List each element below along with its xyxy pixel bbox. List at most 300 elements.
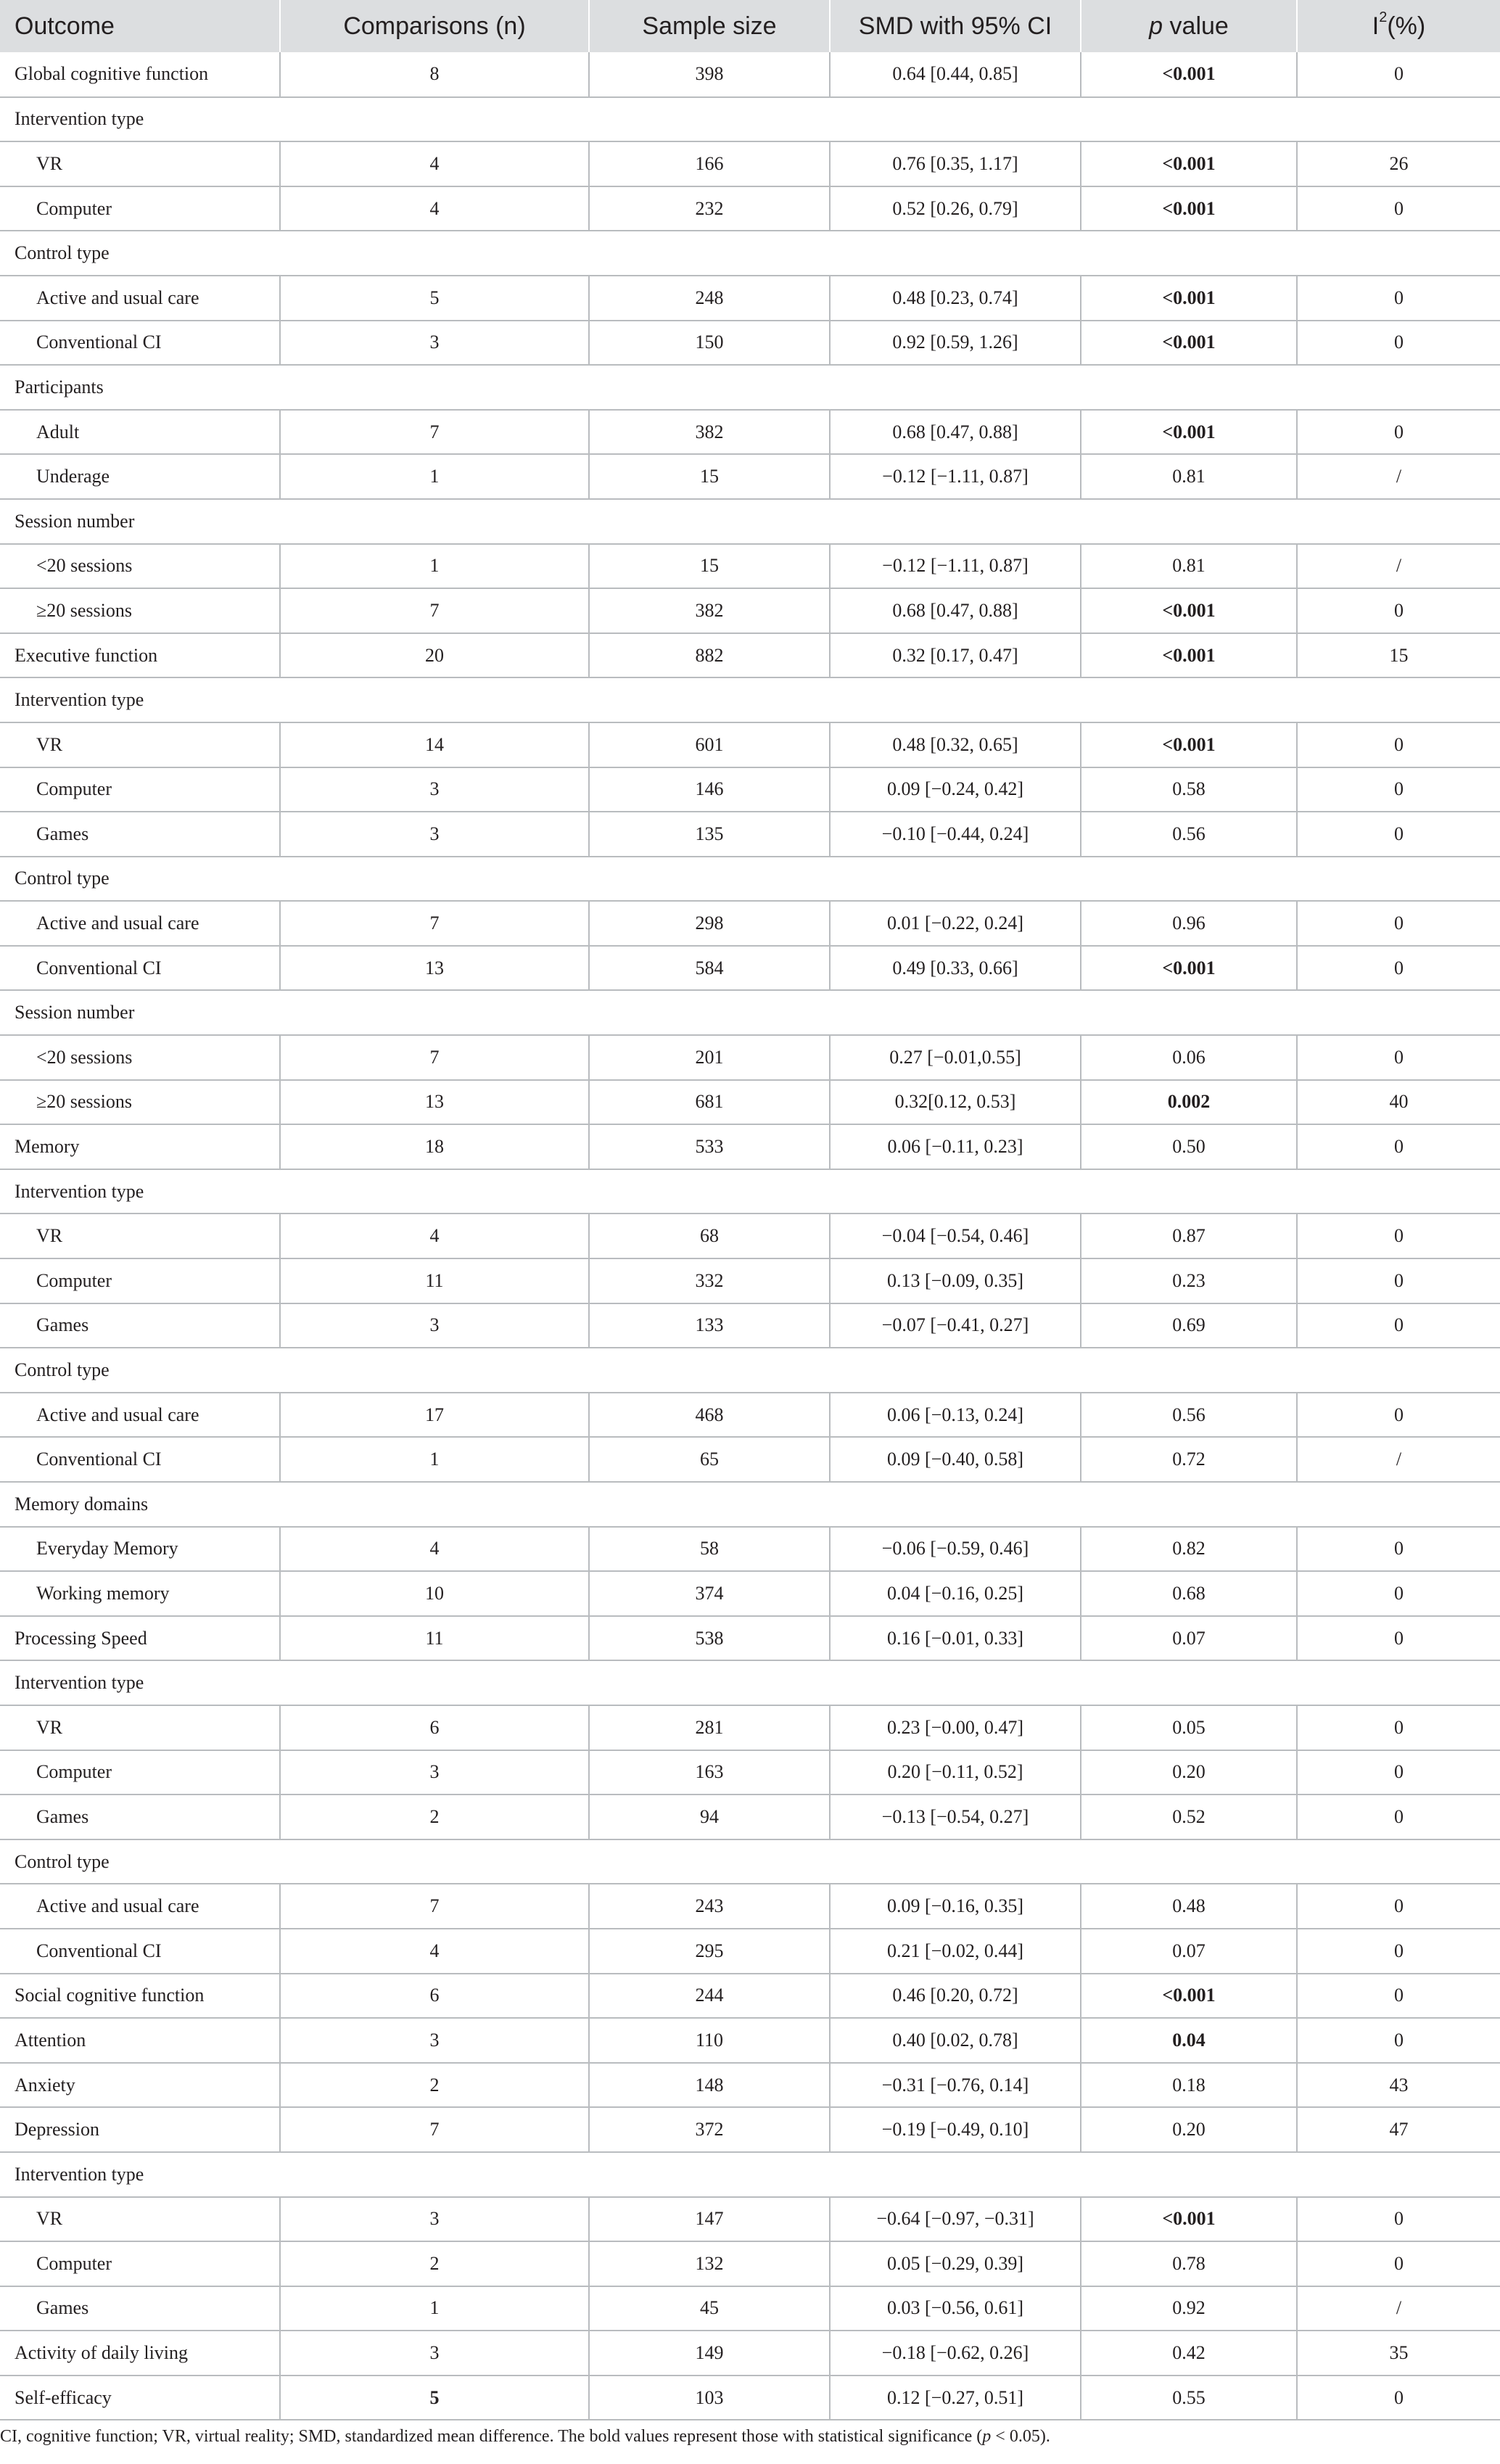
i2-cell: / — [1297, 454, 1500, 499]
sample-size-cell: 538 — [589, 1616, 830, 1661]
i2-cell: 0 — [1297, 1571, 1500, 1616]
p-value-cell: 0.68 — [1081, 1571, 1297, 1616]
smd-cell: 0.52 [0.26, 0.79] — [830, 186, 1081, 231]
sample-size-cell: 68 — [589, 1214, 830, 1258]
group-label: Participants — [0, 365, 1500, 410]
i2-cell: 0 — [1297, 321, 1500, 366]
comparisons-cell: 6 — [280, 1705, 589, 1750]
p-value-cell: 0.81 — [1081, 544, 1297, 589]
i2-cell: 0 — [1297, 1750, 1500, 1795]
sample-size-cell: 103 — [589, 2376, 830, 2420]
smd-cell: −0.12 [−1.11, 0.87] — [830, 454, 1081, 499]
smd-cell: 0.20 [−0.11, 0.52] — [830, 1750, 1081, 1795]
i2-cell: 40 — [1297, 1080, 1500, 1125]
p-value-cell: 0.69 — [1081, 1303, 1297, 1348]
i2-cell: 15 — [1297, 633, 1500, 678]
p-value-cell: 0.20 — [1081, 2107, 1297, 2152]
i2-cell: 0 — [1297, 2197, 1500, 2242]
i2-cell: 0 — [1297, 276, 1500, 321]
header-i2-sup: 2 — [1379, 9, 1388, 26]
outcome-cell: Games — [0, 1795, 280, 1839]
header-outcome: Outcome — [0, 0, 280, 52]
smd-cell: −0.31 [−0.76, 0.14] — [830, 2063, 1081, 2108]
table-row — [0, 2197, 1500, 2242]
smd-cell: 0.06 [−0.11, 0.23] — [830, 1124, 1081, 1169]
outcome-cell: Activity of daily living — [0, 2331, 280, 2376]
comparisons-cell: 4 — [280, 1929, 589, 1974]
p-value-cell: 0.04 — [1081, 2018, 1297, 2063]
table-row — [0, 1974, 1500, 2019]
smd-cell: 0.09 [−0.40, 0.58] — [830, 1437, 1081, 1482]
table-group-row — [0, 499, 1500, 544]
comparisons-cell: 4 — [280, 1527, 589, 1572]
i2-cell: / — [1297, 2286, 1500, 2331]
header-sample-size: Sample size — [589, 0, 830, 52]
i2-cell: 0 — [1297, 1303, 1500, 1348]
outcome-cell: Attention — [0, 2018, 280, 2063]
table-row — [0, 767, 1500, 812]
p-value-cell: <0.001 — [1081, 321, 1297, 366]
p-value-cell: 0.05 — [1081, 1705, 1297, 1750]
outcome-cell: Games — [0, 812, 280, 857]
p-value-cell: <0.001 — [1081, 1974, 1297, 2019]
p-value-cell: 0.78 — [1081, 2241, 1297, 2286]
group-label: Intervention type — [0, 1169, 1500, 1214]
outcome-cell: Active and usual care — [0, 1884, 280, 1929]
smd-cell: 0.06 [−0.13, 0.24] — [830, 1393, 1081, 1438]
outcome-cell: <20 sessions — [0, 1035, 280, 1080]
comparisons-cell: 7 — [280, 410, 589, 455]
table-row — [0, 52, 1500, 97]
p-value-cell: 0.52 — [1081, 1795, 1297, 1839]
outcome-cell: Adult — [0, 410, 280, 455]
smd-cell: 0.09 [−0.24, 0.42] — [830, 767, 1081, 812]
outcome-cell: Computer — [0, 2241, 280, 2286]
smd-cell: −0.12 [−1.11, 0.87] — [830, 544, 1081, 589]
i2-cell: 0 — [1297, 1616, 1500, 1661]
table-row — [0, 1258, 1500, 1303]
outcome-cell: Global cognitive function — [0, 52, 280, 97]
outcome-cell: ≥20 sessions — [0, 588, 280, 633]
sample-size-cell: 132 — [589, 2241, 830, 2286]
p-value-cell: 0.002 — [1081, 1080, 1297, 1125]
i2-cell: 0 — [1297, 1124, 1500, 1169]
comparisons-cell: 20 — [280, 633, 589, 678]
comparisons-cell: 3 — [280, 2018, 589, 2063]
p-value-cell: <0.001 — [1081, 722, 1297, 767]
smd-cell: 0.01 [−0.22, 0.24] — [830, 901, 1081, 946]
smd-cell: 0.32[0.12, 0.53] — [830, 1080, 1081, 1125]
i2-cell: 0 — [1297, 1214, 1500, 1258]
i2-cell: 0 — [1297, 1035, 1500, 1080]
comparisons-cell: 7 — [280, 2107, 589, 2152]
table-group-row — [0, 1660, 1500, 1705]
table-row — [0, 1884, 1500, 1929]
p-value-cell: 0.06 — [1081, 1035, 1297, 1080]
p-value-cell: 0.72 — [1081, 1437, 1297, 1482]
table-row — [0, 2286, 1500, 2331]
smd-cell: −0.04 [−0.54, 0.46] — [830, 1214, 1081, 1258]
comparisons-cell: 3 — [280, 767, 589, 812]
i2-cell: 0 — [1297, 1884, 1500, 1929]
sample-size-cell: 201 — [589, 1035, 830, 1080]
table-row — [0, 2063, 1500, 2108]
sample-size-cell: 398 — [589, 52, 830, 97]
smd-cell: −0.13 [−0.54, 0.27] — [830, 1795, 1081, 1839]
outcome-cell: Everyday Memory — [0, 1527, 280, 1572]
comparisons-cell: 14 — [280, 722, 589, 767]
table-group-row — [0, 1482, 1500, 1527]
smd-cell: −0.10 [−0.44, 0.24] — [830, 812, 1081, 857]
sample-size-cell: 147 — [589, 2197, 830, 2242]
smd-cell: 0.05 [−0.29, 0.39] — [830, 2241, 1081, 2286]
outcome-cell: Computer — [0, 767, 280, 812]
i2-cell: 0 — [1297, 186, 1500, 231]
comparisons-cell: 13 — [280, 946, 589, 991]
comparisons-cell: 6 — [280, 1974, 589, 2019]
smd-cell: 0.32 [0.17, 0.47] — [830, 633, 1081, 678]
i2-cell: / — [1297, 544, 1500, 589]
table-group-row — [0, 231, 1500, 276]
outcome-cell: Memory — [0, 1124, 280, 1169]
p-value-cell: 0.20 — [1081, 1750, 1297, 1795]
p-value-cell: <0.001 — [1081, 141, 1297, 186]
sample-size-cell: 110 — [589, 2018, 830, 2063]
outcome-cell: Conventional CI — [0, 946, 280, 991]
header-smd: SMD with 95% CI — [830, 0, 1081, 52]
comparisons-cell: 1 — [280, 454, 589, 499]
comparisons-cell: 1 — [280, 544, 589, 589]
comparisons-cell: 17 — [280, 1393, 589, 1438]
group-label: Control type — [0, 857, 1500, 902]
outcome-cell: Computer — [0, 1750, 280, 1795]
outcome-cell: Self-efficacy — [0, 2376, 280, 2420]
sample-size-cell: 584 — [589, 946, 830, 991]
sample-size-cell: 681 — [589, 1080, 830, 1125]
outcome-cell: Depression — [0, 2107, 280, 2152]
table-header — [0, 0, 1500, 52]
outcome-cell: Anxiety — [0, 2063, 280, 2108]
group-label: Control type — [0, 1839, 1500, 1884]
header-i2 — [1297, 0, 1500, 52]
p-value-cell: 0.58 — [1081, 767, 1297, 812]
outcome-cell: ≥20 sessions — [0, 1080, 280, 1125]
comparisons-cell: 3 — [280, 2331, 589, 2376]
smd-cell: 0.09 [−0.16, 0.35] — [830, 1884, 1081, 1929]
i2-cell: 0 — [1297, 2241, 1500, 2286]
smd-cell: −0.19 [−0.49, 0.10] — [830, 2107, 1081, 2152]
i2-cell: 43 — [1297, 2063, 1500, 2108]
sample-size-cell: 146 — [589, 767, 830, 812]
comparisons-cell: 11 — [280, 1616, 589, 1661]
smd-cell: −0.64 [−0.97, −0.31] — [830, 2197, 1081, 2242]
group-label: Control type — [0, 1348, 1500, 1393]
table-row — [0, 588, 1500, 633]
p-value-cell: 0.07 — [1081, 1929, 1297, 1974]
smd-cell: 0.68 [0.47, 0.88] — [830, 410, 1081, 455]
smd-cell: 0.27 [−0.01,0.55] — [830, 1035, 1081, 1080]
header-p-value — [1081, 0, 1297, 52]
sample-size-cell: 244 — [589, 1974, 830, 2019]
group-label: Intervention type — [0, 2152, 1500, 2197]
i2-cell: 0 — [1297, 1795, 1500, 1839]
p-value-cell: <0.001 — [1081, 186, 1297, 231]
p-value-cell: 0.82 — [1081, 1527, 1297, 1572]
p-value-cell: 0.56 — [1081, 1393, 1297, 1438]
table-row — [0, 946, 1500, 991]
outcome-cell: Active and usual care — [0, 276, 280, 321]
smd-cell: 0.23 [−0.00, 0.47] — [830, 1705, 1081, 1750]
i2-cell: 0 — [1297, 588, 1500, 633]
table-row — [0, 1080, 1500, 1125]
sample-size-cell: 298 — [589, 901, 830, 946]
p-value-cell: 0.07 — [1081, 1616, 1297, 1661]
p-value-cell: 0.50 — [1081, 1124, 1297, 1169]
p-value-cell: 0.55 — [1081, 2376, 1297, 2420]
comparisons-cell: 10 — [280, 1571, 589, 1616]
table-row — [0, 141, 1500, 186]
i2-cell: 35 — [1297, 2331, 1500, 2376]
sample-size-cell: 248 — [589, 276, 830, 321]
table-row — [0, 1795, 1500, 1839]
i2-cell: 0 — [1297, 1929, 1500, 1974]
outcome-cell: <20 sessions — [0, 544, 280, 589]
p-value-cell: <0.001 — [1081, 276, 1297, 321]
outcome-cell: VR — [0, 2197, 280, 2242]
outcome-cell: Computer — [0, 186, 280, 231]
comparisons-cell: 7 — [280, 901, 589, 946]
table-row — [0, 1124, 1500, 1169]
comparisons-cell: 4 — [280, 186, 589, 231]
sample-size-cell: 149 — [589, 2331, 830, 2376]
smd-cell: 0.49 [0.33, 0.66] — [830, 946, 1081, 991]
table-group-row — [0, 365, 1500, 410]
table-row — [0, 186, 1500, 231]
table-row — [0, 1437, 1500, 1482]
p-value-cell: 0.92 — [1081, 2286, 1297, 2331]
p-value-cell: 0.81 — [1081, 454, 1297, 499]
outcome-cell: Processing Speed — [0, 1616, 280, 1661]
smd-cell: 0.48 [0.32, 0.65] — [830, 722, 1081, 767]
smd-cell: 0.16 [−0.01, 0.33] — [830, 1616, 1081, 1661]
p-value-cell: <0.001 — [1081, 410, 1297, 455]
group-label: Memory domains — [0, 1482, 1500, 1527]
sample-size-cell: 135 — [589, 812, 830, 857]
outcome-cell: Underage — [0, 454, 280, 499]
i2-cell: 0 — [1297, 52, 1500, 97]
footnote-end: < 0.05). — [991, 2427, 1050, 2446]
table-row — [0, 276, 1500, 321]
header-comparisons: Comparisons (n) — [280, 0, 589, 52]
sample-size-cell: 332 — [589, 1258, 830, 1303]
comparisons-cell: 2 — [280, 2241, 589, 2286]
table-row — [0, 454, 1500, 499]
sample-size-cell: 281 — [589, 1705, 830, 1750]
table-group-row — [0, 990, 1500, 1035]
p-value-cell: 0.42 — [1081, 2331, 1297, 2376]
i2-cell: 47 — [1297, 2107, 1500, 2152]
table-row — [0, 2241, 1500, 2286]
table-footnote — [0, 2427, 1050, 2447]
sample-size-cell: 243 — [589, 1884, 830, 1929]
table-row — [0, 901, 1500, 946]
smd-cell: 0.46 [0.20, 0.72] — [830, 1974, 1081, 2019]
table-row — [0, 2376, 1500, 2420]
i2-cell: / — [1297, 1437, 1500, 1482]
table-row — [0, 812, 1500, 857]
table-row — [0, 1929, 1500, 1974]
outcome-cell: Conventional CI — [0, 321, 280, 366]
outcome-cell: Executive function — [0, 633, 280, 678]
comparisons-cell: 3 — [280, 2197, 589, 2242]
outcome-cell: VR — [0, 722, 280, 767]
table-row — [0, 321, 1500, 366]
sample-size-cell: 374 — [589, 1571, 830, 1616]
i2-cell: 0 — [1297, 2018, 1500, 2063]
group-label: Intervention type — [0, 677, 1500, 722]
header-row — [0, 0, 1500, 52]
comparisons-cell: 4 — [280, 1214, 589, 1258]
table-group-row — [0, 1348, 1500, 1393]
table-row — [0, 1571, 1500, 1616]
sample-size-cell: 882 — [589, 633, 830, 678]
table-row — [0, 722, 1500, 767]
outcome-cell: Social cognitive function — [0, 1974, 280, 2019]
sample-size-cell: 163 — [589, 1750, 830, 1795]
comparisons-cell: 7 — [280, 1035, 589, 1080]
table-row — [0, 1303, 1500, 1348]
table-body — [0, 52, 1500, 2420]
smd-cell: 0.76 [0.35, 1.17] — [830, 141, 1081, 186]
outcome-cell: Games — [0, 2286, 280, 2331]
sample-size-cell: 382 — [589, 410, 830, 455]
outcome-cell: Games — [0, 1303, 280, 1348]
smd-cell: 0.12 [−0.27, 0.51] — [830, 2376, 1081, 2420]
table-group-row — [0, 857, 1500, 902]
i2-cell: 0 — [1297, 722, 1500, 767]
p-value-cell: <0.001 — [1081, 633, 1297, 678]
table-row — [0, 1616, 1500, 1661]
smd-cell: 0.04 [−0.16, 0.25] — [830, 1571, 1081, 1616]
sample-size-cell: 382 — [589, 588, 830, 633]
group-label: Intervention type — [0, 97, 1500, 142]
i2-cell: 0 — [1297, 1705, 1500, 1750]
comparisons-cell: 3 — [280, 321, 589, 366]
sample-size-cell: 133 — [589, 1303, 830, 1348]
p-value-cell: 0.96 — [1081, 901, 1297, 946]
table-row — [0, 410, 1500, 455]
sample-size-cell: 295 — [589, 1929, 830, 1974]
sample-size-cell: 15 — [589, 544, 830, 589]
i2-cell: 0 — [1297, 1974, 1500, 2019]
comparisons-cell: 18 — [280, 1124, 589, 1169]
comparisons-cell: 11 — [280, 1258, 589, 1303]
sample-size-cell: 232 — [589, 186, 830, 231]
table-row — [0, 2107, 1500, 2152]
outcome-cell: Conventional CI — [0, 1929, 280, 1974]
p-value-cell: 0.48 — [1081, 1884, 1297, 1929]
comparisons-cell: 7 — [280, 1884, 589, 1929]
outcome-cell: Conventional CI — [0, 1437, 280, 1482]
i2-cell: 0 — [1297, 1258, 1500, 1303]
table-row — [0, 544, 1500, 589]
smd-cell: 0.21 [−0.02, 0.44] — [830, 1929, 1081, 1974]
comparisons-cell: 7 — [280, 588, 589, 633]
header-p-italic: p — [1149, 12, 1163, 40]
sample-size-cell: 94 — [589, 1795, 830, 1839]
sample-size-cell: 150 — [589, 321, 830, 366]
footnote-p: p — [982, 2427, 992, 2446]
group-label: Session number — [0, 499, 1500, 544]
smd-cell: −0.06 [−0.59, 0.46] — [830, 1527, 1081, 1572]
i2-cell: 0 — [1297, 1527, 1500, 1572]
outcome-cell: Working memory — [0, 1571, 280, 1616]
comparisons-cell: 4 — [280, 141, 589, 186]
sample-size-cell: 58 — [589, 1527, 830, 1572]
smd-cell: −0.18 [−0.62, 0.26] — [830, 2331, 1081, 2376]
sample-size-cell: 468 — [589, 1393, 830, 1438]
p-value-cell: <0.001 — [1081, 52, 1297, 97]
outcome-cell: VR — [0, 141, 280, 186]
smd-cell: 0.40 [0.02, 0.78] — [830, 2018, 1081, 2063]
p-value-cell: 0.87 — [1081, 1214, 1297, 1258]
comparisons-cell: 3 — [280, 1750, 589, 1795]
smd-cell: 0.13 [−0.09, 0.35] — [830, 1258, 1081, 1303]
smd-cell: 0.64 [0.44, 0.85] — [830, 52, 1081, 97]
table-row — [0, 2018, 1500, 2063]
sample-size-cell: 45 — [589, 2286, 830, 2331]
p-value-cell: 0.23 — [1081, 1258, 1297, 1303]
comparisons-cell: 13 — [280, 1080, 589, 1125]
i2-cell: 26 — [1297, 141, 1500, 186]
outcome-cell: VR — [0, 1705, 280, 1750]
outcome-cell: VR — [0, 1214, 280, 1258]
comparisons-cell: 5 — [280, 276, 589, 321]
header-p-rest: value — [1163, 12, 1229, 40]
comparisons-cell: 2 — [280, 2063, 589, 2108]
header-i2-rest: (%) — [1387, 12, 1426, 40]
smd-cell: 0.68 [0.47, 0.88] — [830, 588, 1081, 633]
outcome-cell: Active and usual care — [0, 1393, 280, 1438]
p-value-cell: <0.001 — [1081, 2197, 1297, 2242]
p-value-cell: <0.001 — [1081, 588, 1297, 633]
table-group-row — [0, 1169, 1500, 1214]
comparisons-cell: 3 — [280, 812, 589, 857]
smd-cell: 0.92 [0.59, 1.26] — [830, 321, 1081, 366]
table-row — [0, 1750, 1500, 1795]
sample-size-cell: 15 — [589, 454, 830, 499]
p-value-cell: 0.56 — [1081, 812, 1297, 857]
outcome-cell: Computer — [0, 1258, 280, 1303]
table-group-row — [0, 1839, 1500, 1884]
i2-cell: 0 — [1297, 2376, 1500, 2420]
sample-size-cell: 65 — [589, 1437, 830, 1482]
table-row — [0, 1527, 1500, 1572]
outcome-cell: Active and usual care — [0, 901, 280, 946]
table-row — [0, 1214, 1500, 1258]
i2-cell: 0 — [1297, 1393, 1500, 1438]
comparisons-cell: 5 — [280, 2376, 589, 2420]
comparisons-cell: 1 — [280, 1437, 589, 1482]
sample-size-cell: 601 — [589, 722, 830, 767]
sample-size-cell: 166 — [589, 141, 830, 186]
comparisons-cell: 8 — [280, 52, 589, 97]
table-group-row — [0, 97, 1500, 142]
smd-cell: 0.03 [−0.56, 0.61] — [830, 2286, 1081, 2331]
table-group-row — [0, 2152, 1500, 2197]
group-label: Session number — [0, 990, 1500, 1035]
table-row — [0, 1705, 1500, 1750]
